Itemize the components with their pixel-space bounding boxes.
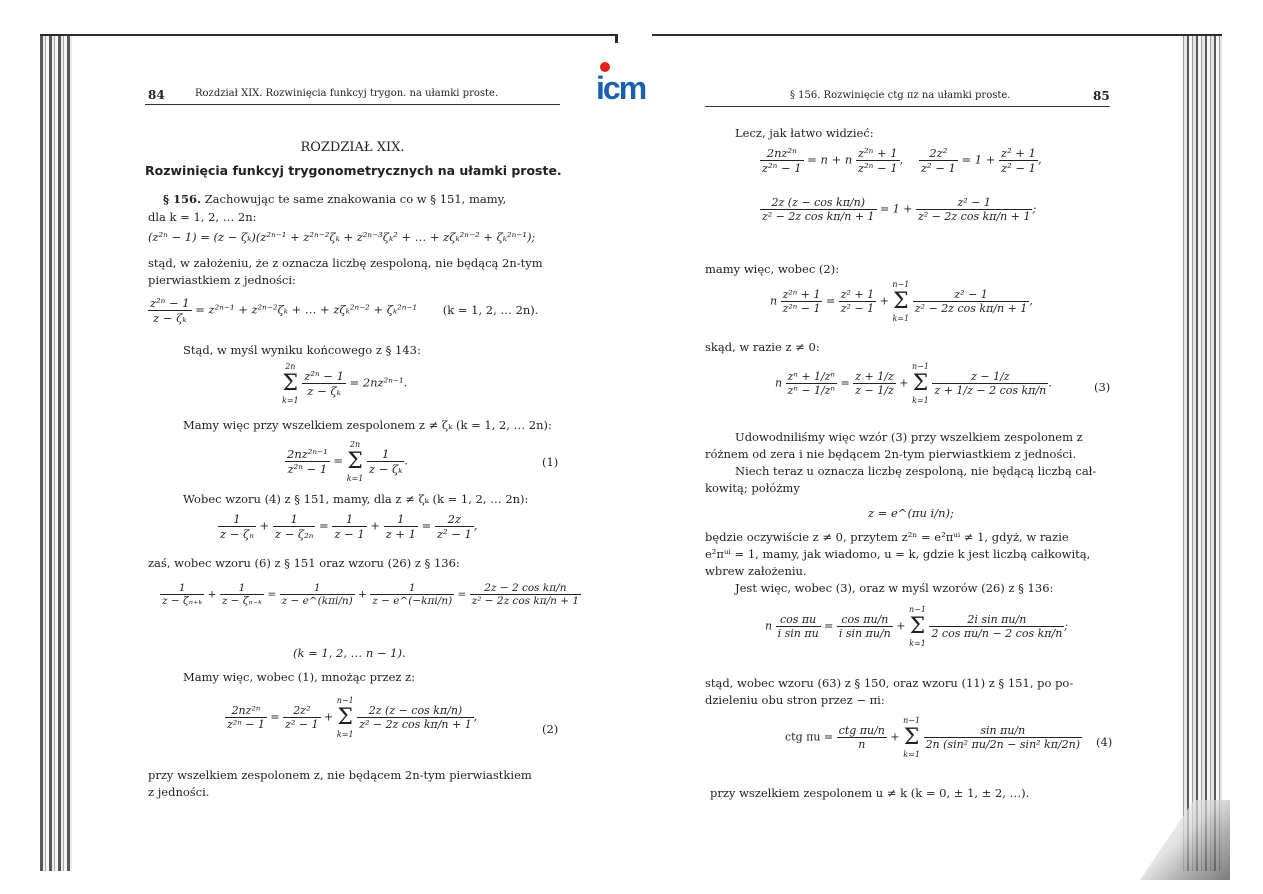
frac-num: z² + 1 — [840, 288, 875, 301]
paragraph-1a: Zachowując te same znakowania co w § 151, mamy, — [204, 192, 507, 206]
right-paragraph-1: Lecz, jak łatwo widzieć: — [735, 126, 874, 140]
equation-pair-sum: $\frac{1}{\text{z − ζₙ}}$ + $\frac{1}{\text{z − ζ₂ₙ}}$ = $\frac{1}{z - 1}$ + $\frac{1}{z + 1}$ = $\frac{2z}{\text{z² − 1}}$ , — [220, 512, 478, 541]
logo-text: icm — [596, 70, 646, 106]
sum-upper: n−1 — [908, 605, 926, 614]
frac-den: i sin πu/n — [838, 627, 891, 640]
sigma-symbol: Σ — [909, 614, 926, 639]
frac-den: z − e^(kπi/n) — [281, 595, 353, 607]
paragraph-3: Stąd, w myśl wyniku końcowego z § 143: — [183, 343, 421, 357]
frac-num: 1 — [280, 582, 355, 595]
paragraph-2a: stąd, w założeniu, że z oznacza liczbę zespoloną, nie będącą 2n-tym — [148, 256, 543, 270]
right-head-rule — [705, 106, 1110, 107]
right-paragraph-5b: kowitą; połóżmy — [705, 481, 800, 495]
paragraph-4: Mamy więc przy wszelkiem zespolonem z ≠ ζₖ (k = 1, 2, … 2n): — [183, 418, 552, 432]
paragraph-7: Mamy więc, wobec (1), mnożąc przez z: — [183, 670, 416, 684]
eq-sum-rhs: = 2nz²ⁿ⁻¹. — [349, 375, 408, 390]
sum-lower: k=1 — [892, 314, 910, 323]
frac-num: 2z − 2 cos kπ/n — [470, 582, 581, 595]
frac-num: cos πu — [776, 613, 821, 627]
equation-number-2: (2) — [542, 722, 559, 736]
frac-den: z² − 2z cos kπ/n + 1 — [471, 595, 580, 607]
frac-den: z − e^(−kπi/n) — [372, 595, 453, 607]
frac-num: z² − 1 — [913, 288, 1030, 302]
left-page-number: 84 — [148, 88, 165, 102]
frac-den: z²ⁿ − 1 — [762, 161, 802, 175]
frac-num: 2z² — [919, 146, 958, 161]
equation-number-3: (3) — [1094, 380, 1111, 394]
right-equation-2: $\frac{\text{2z (z − cos kπ/n)}}{\text{z² − 2z cos kπ/n + 1}}$ = 1 + $\frac{\text{z² − 1}}{\text{z² − 2z cos kπ/n + 1}}$ ; — [762, 196, 1037, 223]
frac-den: z² − 1 — [1001, 161, 1036, 175]
right-paragraph-8a: stąd, wobec wzoru (63) z § 150, oraz wzoru (11) z § 151, po po- — [705, 676, 1074, 690]
frac-den: z − ζₙ₋ₖ — [221, 595, 263, 607]
right-equation-5: z = e^(πu i/n); — [868, 506, 954, 520]
right-paragraph-6b: e²πᵘⁱ = 1, mamy, jak wiadomo, u = k, gdzie k jest liczbą całkowitą, — [705, 547, 1091, 561]
eq2-sum-numerator: 2z (z − cos kπ/n) — [357, 704, 474, 718]
eq1-sum-denominator: z − ζₖ — [368, 462, 403, 476]
frac-den: z − 1/z — [855, 384, 894, 397]
eq-sum-numerator: z²ⁿ − 1 — [304, 369, 344, 383]
eq1-sum-numerator: 1 — [367, 447, 404, 462]
frac-num: z² − 1 — [916, 196, 1033, 210]
equation-sum-143 — [282, 362, 407, 405]
eq-sum-denominator: z − ζₖ — [307, 384, 341, 398]
eq7-lhs: ctg πu = — [785, 730, 834, 744]
eq1-sum-upper: 2n — [349, 440, 361, 449]
frac-den: 2 cos πu/n − 2 cos kπ/n — [931, 627, 1063, 640]
frac-den: z²ⁿ − 1 — [782, 302, 821, 315]
eq2-sum-upper: n−1 — [336, 696, 354, 705]
frac-num: 1 — [370, 582, 454, 595]
paragraph-1b: dla k = 1, 2, … 2n: — [148, 210, 257, 224]
eq2-sum-denominator: z² − 2z cos kπ/n + 1 — [359, 718, 472, 731]
frac-den: z − ζₙ₊ₖ — [162, 595, 203, 607]
equation-quotient — [148, 296, 538, 325]
right-paragraph-9: przy wszelkiem zespolonem u ≠ k (k = 0, ± 1, ± 2, …). — [710, 786, 1030, 800]
right-page-edges — [1180, 36, 1222, 871]
equation-2: $\frac{\text{2nz²ⁿ}}{\text{z²ⁿ − 1}}$ = $\frac{\text{2z²}}{\text{z² − 1}}$ + n−1 Σ k=1 $\frac{\text{2z (z − cos kπ/n)}}{\text{z² − 2z cos kπ/n + 1}}$ , — [227, 696, 478, 739]
paragraph-8a: przy wszelkiem zespolonem z, nie będącem 2n-tym pierwiastkiem — [148, 768, 532, 782]
chapter-title: ROZDZIAŁ XIX. — [300, 140, 405, 155]
chapter-subtitle: Rozwinięcia funkcyj trygonometrycznych na ułamki proste. — [145, 163, 562, 178]
frac-den: z² − 1 — [840, 302, 875, 315]
eq-quot-numerator: z²ⁿ − 1 — [150, 296, 190, 310]
eq1-numerator: 2nz²ⁿ⁻¹ — [287, 447, 328, 461]
frac-den: z²ⁿ − 1 — [857, 161, 898, 175]
paragraph-6: zaś, wobec wzoru (6) z § 151 oraz wzoru (26) z § 136: — [148, 556, 460, 570]
frac-num: z² + 1 — [1001, 146, 1036, 160]
frac-num: ctg πu/n — [838, 724, 885, 737]
sigma-symbol: Σ — [893, 289, 909, 314]
right-paragraph-5a: Niech teraz u oznacza liczbę zespoloną, nie będącą liczbą cał- — [735, 464, 1097, 478]
frac-num: 2i sin πu/n — [929, 613, 1064, 627]
eq-mid-text: = n + n — [807, 152, 853, 167]
frac-den: z² − 1 — [436, 527, 472, 541]
right-paragraph-4a: Udowodniliśmy więc wzór (3) przy wszelkiem zespolonem z — [735, 430, 1083, 444]
frac-num: z − 1/z — [932, 370, 1048, 384]
equation-factorization: (z²ⁿ − 1) = (z − ζₖ)(z²ⁿ⁻¹ + z²ⁿ⁻²ζₖ + z²ⁿ⁻³ζₖ² + … + zζₖ²ⁿ⁻² + ζₖ²ⁿ⁻¹); — [148, 230, 536, 244]
eq-quot-rhs: = z²ⁿ⁻¹ + z²ⁿ⁻²ζₖ + … + zζₖ²ⁿ⁻² + ζₖ²ⁿ⁻¹ — [195, 302, 418, 317]
frac-num: 2z — [435, 512, 474, 527]
right-equation-7: ctg πu = $\frac{\text{ctg πu/n}}{n}$ + n−1 Σ k=1 $\frac{\text{sin πu/n}}{\text{2n (sin² πu/2n − sin² kπ/2n)}}$ — [785, 716, 1081, 759]
sigma-symbol: Σ — [347, 449, 363, 474]
frac-num: sin πu/n — [924, 724, 1082, 738]
right-paragraph-8b: dzieleniu obu stron przez − πi: — [705, 693, 885, 707]
equation-number-1: (1) — [542, 455, 559, 469]
frac-den: z − ζ₂ₙ — [274, 527, 314, 541]
frac-den: z² − 2z cos kπ/n + 1 — [762, 210, 875, 223]
eq1-denominator: z²ⁿ − 1 — [287, 462, 328, 476]
eq2-mid-numerator: 2z² — [283, 704, 320, 718]
right-paragraph-7: Jest więc, wobec (3), oraz w myśl wzorów (26) z § 136: — [735, 581, 1054, 595]
sum-upper: n−1 — [892, 280, 910, 289]
eq1-sum-lower: k=1 — [346, 474, 364, 483]
eq2-sum-lower: k=1 — [336, 730, 354, 739]
frac-num: cos πu/n — [837, 613, 893, 627]
frac-den: z² − 2z cos kπ/n + 1 — [914, 302, 1028, 315]
right-equation-1: $\frac{\text{2nz²ⁿ}}{\text{z²ⁿ − 1}}$ = n + n $\frac{\text{z²ⁿ + 1}}{\text{z²ⁿ − 1}}$ , $\frac{\text{2z²}}{\text{z² − 1}}$ = 1 + $\frac{\text{z² + 1}}{\text{z² − 1}}$ , — [762, 146, 1042, 175]
frac-num: zⁿ + 1/zⁿ — [787, 370, 836, 383]
frac-num: 1 — [273, 512, 316, 527]
left-page-edges — [40, 36, 72, 871]
frac-den: z² − 1 — [920, 161, 956, 175]
eq-big-range: (k = 1, 2, … n − 1). — [293, 646, 406, 660]
frac-num: z²ⁿ + 1 — [857, 146, 898, 160]
equation-1: $\frac{\text{2nz²ⁿ⁻¹}}{\text{z²ⁿ − 1}}$ = 2n Σ k=1 $\frac{1}{\text{z − ζₖ}}$ . — [287, 440, 409, 483]
eq-quot-denominator: z − ζₖ — [153, 311, 187, 325]
frac-num: 1 — [384, 512, 418, 527]
equation-number-4: (4) — [1096, 735, 1113, 749]
sum-lower: k=1 — [912, 396, 929, 405]
sum-lower: k=1 — [903, 750, 920, 759]
equation-big: $\frac{1}{\text{z − ζₙ₊ₖ}}$ + $\frac{1}{\text{z − ζₙ₋ₖ}}$ = $\frac{1}{\text{z − e\textasciicircum{}(kπi/n)}}$ + $\frac{1}{\text{z − e\textasciicircum{}(−kπi/n)}}$ = $\frac{\text{2z − 2 cos kπ/n}}{\text{z² − 2z cos kπ/n + 1}}$ — [162, 582, 580, 607]
sigma-symbol: Σ — [337, 705, 353, 730]
frac-num: 1 — [220, 582, 264, 595]
frac-num: 2z (z − cos kπ/n) — [760, 196, 877, 210]
icm-logo — [596, 60, 666, 106]
frac-den: z − ζₙ — [220, 527, 254, 541]
paragraph-8b: z jedności. — [148, 785, 210, 799]
frac-den: n — [858, 738, 866, 751]
right-page-number: 85 — [1093, 89, 1110, 103]
sigma-symbol: Σ — [903, 725, 920, 750]
frac-den: i sin πu — [777, 627, 819, 640]
right-running-head: § 156. Rozwinięcie ctg πz na ułamki proste. — [790, 90, 1011, 101]
frac-den: z − 1 — [334, 527, 365, 541]
right-paragraph-2: mamy więc, wobec (2): — [705, 262, 840, 276]
right-paragraph-4b: różnem od zera i nie będącem 2n-tym pierwiastkiem z jedności. — [705, 447, 1077, 461]
sum-lower: k=1 — [909, 639, 926, 648]
frac-den: z² − 2z cos kπ/n + 1 — [917, 210, 1031, 223]
frac-den: z + 1 — [385, 527, 416, 541]
right-paragraph-6a: będzie oczywiście z ≠ 0, przytem z²ⁿ = e²πᵘⁱ ≠ 1, gdyż, w razie — [705, 530, 1069, 544]
sigma-symbol: Σ — [282, 371, 299, 396]
frac-num: z + 1/z — [855, 370, 894, 383]
left-head-rule — [145, 104, 560, 105]
frac-num: z²ⁿ + 1 — [782, 288, 821, 301]
sum-upper: n−1 — [911, 362, 929, 371]
right-paragraph-3: skąd, w razie z ≠ 0: — [705, 340, 820, 354]
frac-den: 2n (sin² πu/2n − sin² kπ/2n) — [925, 738, 1081, 751]
frac-num: 2nz²ⁿ — [760, 146, 804, 161]
frac-den: zⁿ − 1/zⁿ — [787, 384, 836, 397]
eq2-denominator: z²ⁿ − 1 — [227, 718, 265, 731]
frac-num: 1 — [218, 512, 256, 527]
eq-sum-upper: 2n — [285, 362, 296, 371]
right-equation-6: n $\frac{\text{cos πu}}{\text{i sin πu}}$ = $\frac{\text{cos πu/n}}{\text{i sin πu/n}}$ + n−1 Σ k=1 $\frac{\text{2i sin πu/n}}{\text{2 cos πu/n − 2 cos kπ/n}}$ ; — [765, 605, 1068, 648]
paragraph-5: Wobec wzoru (4) z § 151, mamy, dla z ≠ ζₖ (k = 1, 2, … 2n): — [183, 492, 529, 506]
sigma-symbol: Σ — [912, 371, 929, 396]
frac-num: 1 — [160, 582, 204, 595]
frac-num: 1 — [332, 512, 366, 527]
eq2-mid-denominator: z² − 1 — [285, 718, 319, 731]
eq-sum-lower: k=1 — [282, 396, 299, 405]
section-mark: § 156. — [163, 192, 202, 206]
left-running-head: Rozdział XIX. Rozwinięcia funkcyj trygon. na ułamki proste. — [195, 88, 499, 99]
frac-den: z + 1/z − 2 cos kπ/n — [934, 384, 1047, 397]
paragraph-2b: pierwiastkiem z jedności: — [148, 273, 296, 287]
right-equation-4: n $\frac{\text{zⁿ + 1/zⁿ}}{\text{zⁿ − 1/zⁿ}}$ = $\frac{z + 1/z}{z - 1/z}$ + n−1 Σ k=1 $\frac{z - 1/z}{\text{z + 1/z − 2 cos kπ/n}}$ . — [775, 362, 1052, 405]
eq-quot-range: (k = 1, 2, … 2n). — [442, 302, 539, 317]
right-equation-3: n $\frac{\text{z²ⁿ + 1}}{\text{z²ⁿ − 1}}$ = $\frac{\text{z² + 1}}{\text{z² − 1}}$ + n−1 Σ k=1 $\frac{\text{z² − 1}}{\text{z² − 2z cos kπ/n + 1}}$ , — [770, 280, 1033, 323]
sum-upper: n−1 — [903, 716, 921, 725]
right-paragraph-6c: wbrew założeniu. — [705, 564, 807, 578]
eq2-numerator: 2nz²ⁿ — [225, 704, 267, 718]
